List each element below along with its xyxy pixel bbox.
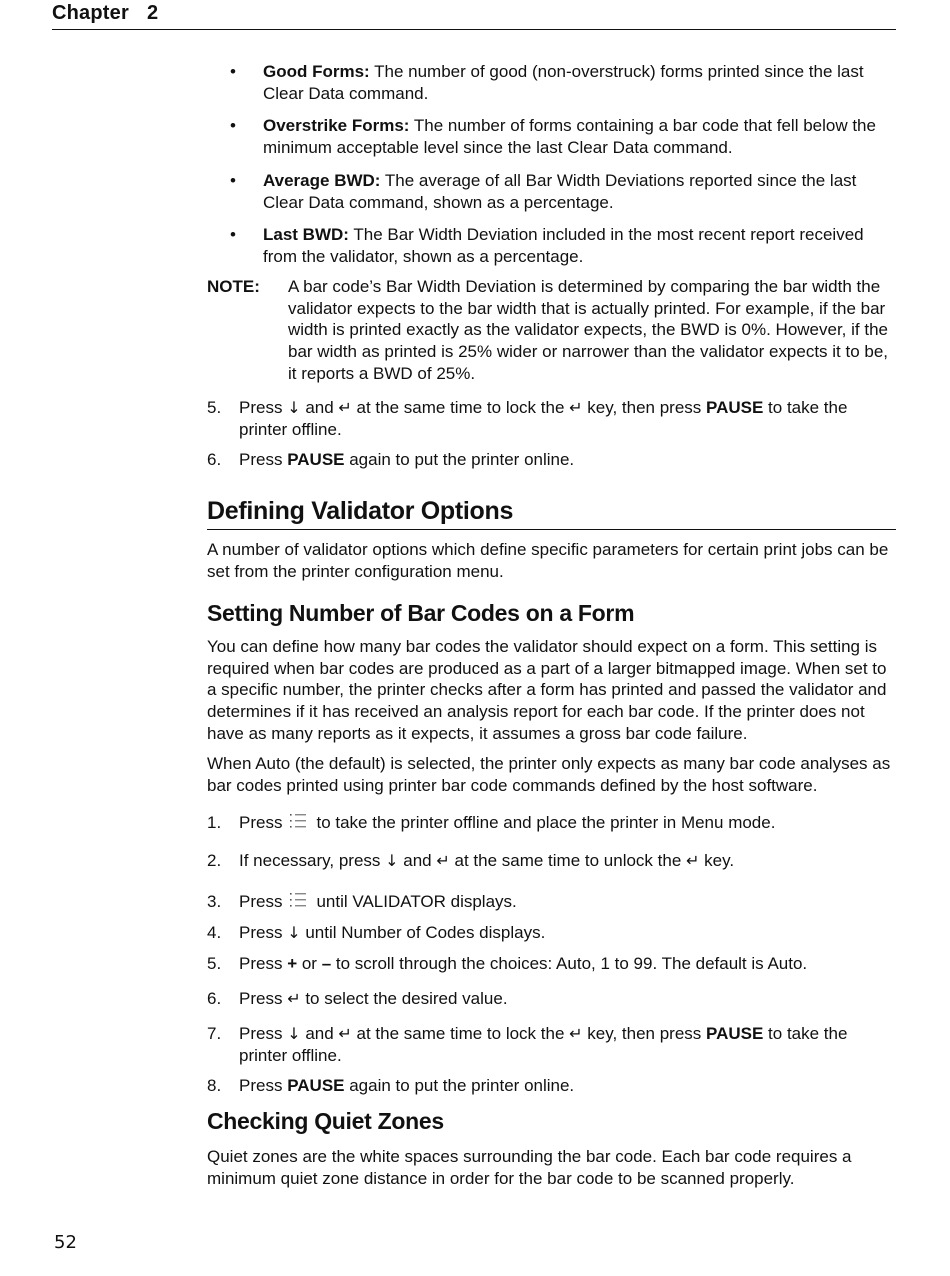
bullet-dot: • bbox=[230, 225, 236, 245]
page-number: 52 bbox=[54, 1232, 77, 1253]
menu-key-icon bbox=[290, 813, 306, 829]
bullet-dot: • bbox=[230, 170, 236, 190]
step-number: 5. bbox=[207, 954, 222, 973]
section-intro: A number of validator options which define specific parameters for certain print jobs can be set from the printer configuration menu. bbox=[207, 540, 889, 581]
bullet-term: Overstrike Forms: bbox=[263, 116, 410, 136]
paragraph: Quiet zones are the white spaces surrounding the bar code. Each bar code requires a minimum quiet zone distance in order for the bar code to be scanned properly. bbox=[207, 1147, 852, 1188]
note-label: NOTE: bbox=[207, 277, 260, 296]
step-number: 6. bbox=[207, 989, 222, 1008]
list-item bbox=[230, 115, 900, 158]
pause-key-label: PAUSE bbox=[287, 1076, 345, 1095]
step-item: 8. Press PAUSE again to put the printer online. bbox=[207, 1076, 575, 1095]
enter-key-icon: ↵ bbox=[569, 1024, 583, 1043]
bullet-text: The number of forms containing a bar code that fell below the minimum acceptable level since the last Clear Data command. bbox=[263, 116, 876, 158]
section-heading: Defining Validator Options bbox=[207, 497, 896, 530]
subsection-heading: Setting Number of Bar Codes on a Form bbox=[207, 600, 635, 626]
step-number: 6. bbox=[207, 450, 222, 470]
paragraph: When Auto (the default) is selected, the printer only expects as many bar code analyses as bar codes printed using printer bar code commands defined by the host software. bbox=[207, 754, 891, 795]
pause-key-label: PAUSE bbox=[706, 398, 764, 417]
enter-key-icon: ↵ bbox=[338, 1024, 352, 1043]
down-arrow-key-icon: ↓ bbox=[287, 1024, 301, 1043]
down-arrow-key-icon: ↓ bbox=[385, 851, 399, 870]
step-item: 7. Press ↓ and ↵ at the same time to lock the ↵ key, then press PAUSE to take the printer offline. bbox=[207, 1024, 848, 1065]
enter-key-icon: ↵ bbox=[338, 398, 352, 417]
step-number: 7. bbox=[207, 1024, 222, 1043]
note-block bbox=[207, 276, 897, 385]
step-item: 1. Press to take the printer offline and place the printer in Menu mode. bbox=[207, 813, 776, 832]
subsection-heading: Checking Quiet Zones bbox=[207, 1108, 444, 1134]
down-arrow-key-icon: ↓ bbox=[287, 923, 301, 942]
bullet-term: Good Forms: bbox=[263, 62, 370, 81]
step-item: 5. Press ↓ and ↵ at the same time to lock the ↵ key, then press PAUSE to take the printer offline. bbox=[207, 398, 848, 439]
bullet-text: The Bar Width Deviation included in the most recent report received from the validator, shown as a percentage. bbox=[263, 225, 864, 266]
plus-key-label: + bbox=[287, 954, 298, 973]
running-header bbox=[52, 2, 896, 30]
bullet-dot: • bbox=[230, 116, 236, 136]
pause-key-label: PAUSE bbox=[706, 1024, 764, 1043]
list-item bbox=[230, 61, 900, 104]
bullet-term: Last BWD: bbox=[263, 225, 349, 245]
statistics-bullet-list bbox=[230, 61, 900, 279]
chapter-number: 2 bbox=[146, 2, 159, 24]
step-item: 3. Press until VALIDATOR displays. bbox=[207, 892, 517, 911]
minus-key-label: – bbox=[321, 954, 332, 973]
step-number: 8. bbox=[207, 1076, 222, 1095]
step-item: 2. If necessary, press ↓ and ↵ at the same time to unlock the ↵ key. bbox=[207, 851, 735, 870]
step-number: 2. bbox=[207, 851, 222, 870]
step-number: 1. bbox=[207, 813, 222, 832]
step-item: 6. Press ↵ to select the desired value. bbox=[207, 989, 508, 1008]
step-number: 5. bbox=[207, 398, 222, 417]
step-item: 6. Press PAUSE again to put the printer online. bbox=[207, 450, 575, 470]
procedure-steps-second bbox=[207, 812, 897, 1097]
enter-key-icon: ↵ bbox=[287, 989, 301, 1008]
chapter-label: Chapter bbox=[52, 2, 129, 24]
bullet-term: Average BWD: bbox=[263, 170, 381, 190]
list-item bbox=[230, 170, 900, 213]
enter-key-icon: ↵ bbox=[569, 398, 583, 417]
note-text: A bar code’s Bar Width Deviation is determined by comparing the bar width the validator expects to the bar width that is actually printed. For example, if the bar width is printed exactly as the validator expects, the BWD is 0%. However, if the bar width as printed is 25% wider or narrower than the validator expects it to be, it reports a BWD of 25%. bbox=[288, 277, 889, 383]
menu-key-icon bbox=[290, 892, 306, 908]
step-item: 4. Press ↓ until Number of Codes displays. bbox=[207, 923, 546, 942]
paragraph: You can define how many bar codes the validator should expect on a form. This setting is required when bar codes are produced as a part of a larger bitmapped image. When set to a specific number, the printer checks after a form has printed and passed the validator and determines if it has received an analysis report for each bar code. If the printer does not have as many reports as it expects, it assumes a gross bar code failure. bbox=[207, 637, 887, 743]
down-arrow-key-icon: ↓ bbox=[287, 398, 301, 417]
list-item bbox=[230, 224, 900, 267]
enter-key-icon: ↵ bbox=[686, 851, 700, 870]
bullet-text: The average of all Bar Width Deviations reported since the last Clear Data command, shown as a percentage. bbox=[263, 170, 857, 212]
procedure-steps-first bbox=[207, 397, 897, 480]
bullet-dot: • bbox=[230, 62, 236, 81]
bullet-text: The number of good (non-overstruck) forms printed since the last Clear Data command. bbox=[263, 62, 864, 103]
step-number: 4. bbox=[207, 923, 222, 942]
pause-key-label: PAUSE bbox=[287, 450, 345, 470]
enter-key-icon: ↵ bbox=[436, 851, 450, 870]
step-item: 5. Press + or – to scroll through the choices: Auto, 1 to 99. The default is Auto. bbox=[207, 954, 808, 973]
step-number: 3. bbox=[207, 892, 222, 911]
